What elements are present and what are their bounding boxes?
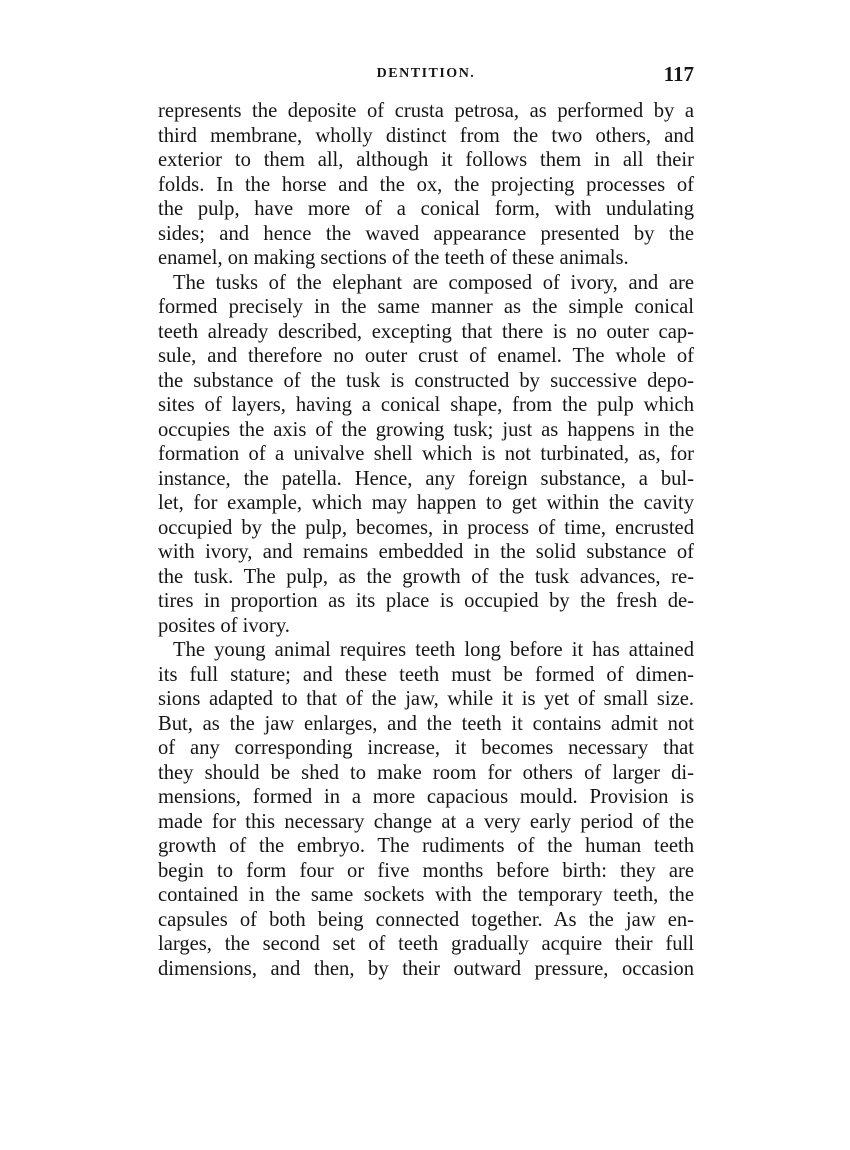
text-line: represents the deposite of crusta petrosa, as performed by a [158, 100, 694, 122]
text-line: its full stature; and these teeth must be formed of dimen- [158, 663, 694, 686]
text-line: they should be shed to make room for others of larger di- [158, 761, 694, 784]
text-line: sides; and hence the waved appearance presented by the [158, 222, 694, 245]
text-line: dimensions, and then, by their outward pressure, occasion [158, 957, 694, 980]
text-line: enamel, on making sections of the teeth of these animals. [158, 247, 629, 269]
text-line: begin to form four or five months before birth: they are [158, 859, 694, 882]
text-line: exterior to them all, although it follows them in all their [158, 149, 694, 171]
text-line: made for this necessary change at a very early period of the [158, 810, 694, 833]
text-line: But, as the jaw enlarges, and the teeth it contains admit not [158, 712, 694, 735]
text-line: occupied by the pulp, becomes, in process of time, encrusted [158, 516, 694, 539]
text-line: growth of the embryo. The rudiments of the human teeth [158, 835, 694, 857]
text-line: occupies the axis of the growing tusk; just as happens in the [158, 418, 694, 441]
text-line: of any corresponding increase, it becomes necessary that [158, 737, 694, 759]
text-line: sites of layers, having a conical shape, from the pulp which [158, 394, 694, 416]
text-line: formed precisely in the same manner as the simple conical [158, 296, 694, 318]
text-line: sions adapted to that of the jaw, while it is yet of small size. [158, 688, 694, 710]
text-line: tires in proportion as its place is occupied by the fresh de- [158, 590, 694, 612]
text-line: let, for example, which may happen to get within the cavity [158, 492, 694, 514]
text-line: teeth already described, excepting that there is no outer cap- [158, 320, 694, 343]
text-line: mensions, formed in a more capacious mould. Provision is [158, 786, 694, 808]
text-line: folds. In the horse and the ox, the projecting processes of [158, 173, 694, 196]
paragraph-first-line: The tusks of the elephant are composed of ivory, and are [173, 271, 694, 294]
running-head: DENTITION. [376, 66, 476, 81]
text-line: sule, and therefore no outer crust of enamel. The whole of [158, 345, 694, 367]
text-line: with ivory, and remains embedded in the solid substance of [158, 541, 694, 563]
text-line: larges, the second set of teeth gradually acquire their full [158, 933, 694, 955]
page-number: 117 [663, 62, 694, 86]
text-line: third membrane, wholly distinct from the two others, and [158, 124, 694, 147]
body-text [158, 99, 694, 981]
paragraph-first-line: The young animal requires teeth long before it has attained [173, 639, 694, 661]
page-header [158, 62, 694, 94]
text-line: the substance of the tusk is constructed by successive depo- [158, 369, 694, 392]
text-line: contained in the same sockets with the temporary teeth, the [158, 884, 694, 906]
text-line: posites of ivory. [158, 614, 290, 637]
text-line: the pulp, have more of a conical form, with undulating [158, 198, 694, 220]
text-line: instance, the patella. Hence, any foreign substance, a bul- [158, 467, 694, 490]
text-line: the tusk. The pulp, as the growth of the tusk advances, re- [158, 565, 694, 588]
text-line: formation of a univalve shell which is not turbinated, as, for [158, 443, 694, 465]
text-line: capsules of both being connected together. As the jaw en- [158, 908, 694, 931]
